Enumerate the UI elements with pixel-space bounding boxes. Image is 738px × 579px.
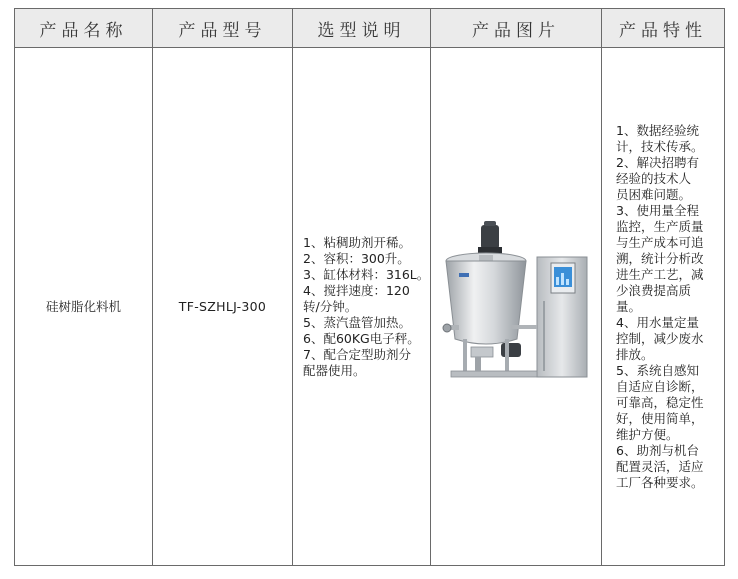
features-line: 监控，生产质量 (616, 218, 704, 234)
notes-line: 6、配60KG电子秤。 (303, 330, 420, 346)
notes-line: 3、缸体材料：316L。 (303, 266, 430, 282)
features-line: 量。 (616, 298, 642, 314)
header-product-model: 产品型号 (153, 9, 293, 48)
header-product-name: 产品名称 (15, 9, 153, 48)
features-line: 维护方便。 (616, 426, 679, 442)
notes-line: 7、配合定型助剂分 (303, 346, 411, 362)
features-line: 进生产工艺，减 (616, 266, 704, 282)
notes-line: 转/分钟。 (303, 298, 358, 314)
notes-line: 4、搅拌速度：120 (303, 282, 410, 298)
header-product-features: 产品特性 (602, 9, 725, 48)
product-name-cell: 硅树脂化料机 (15, 48, 153, 566)
features-line: 3、使用量全程 (616, 202, 699, 218)
features-line: 4、用水量定量 (616, 314, 699, 330)
features-line: 自适应自诊断， (616, 378, 704, 394)
notes-line: 5、蒸汽盘管加热。 (303, 314, 411, 330)
features-line: 1、数据经验统 (616, 122, 699, 138)
mixing-machine-illustration (441, 221, 591, 393)
product-features-cell (602, 48, 725, 566)
notes-line: 1、粘稠助剂开稀。 (303, 234, 411, 250)
features-line: 5、系统自感知 (616, 362, 699, 378)
notes-line: 配器使用。 (303, 362, 366, 378)
features-line: 控制，减少废水 (616, 330, 704, 346)
features-line: 工厂各种要求。 (616, 474, 704, 490)
selection-notes-cell (293, 48, 431, 566)
features-line: 经验的技术人 (616, 170, 692, 186)
product-image (441, 221, 591, 393)
table-row (15, 48, 725, 566)
notes-line: 2、容积：300升。 (303, 250, 410, 266)
features-line: 排放。 (616, 346, 654, 362)
product-model-cell: TF-SZHLJ-300 (153, 48, 293, 566)
header-product-image: 产品图片 (431, 9, 602, 48)
features-line: 好，使用简单， (616, 410, 704, 426)
features-line: 配置灵活，适应 (616, 458, 704, 474)
features-line: 少浪费提高质 (616, 282, 692, 298)
features-line: 溯，统计分析改 (616, 250, 704, 266)
product-image-cell (431, 48, 602, 566)
features-line: 计，技术传承。 (616, 138, 704, 154)
product-spec-table (14, 8, 725, 566)
features-line: 2、解决招聘有 (616, 154, 699, 170)
features-line: 6、助剂与机台 (616, 442, 699, 458)
table-header-row (15, 9, 725, 48)
features-line: 与生产成本可追 (616, 234, 704, 250)
features-line: 可靠高，稳定性 (616, 394, 704, 410)
features-line: 员困难问题。 (616, 186, 692, 202)
header-selection-notes: 选型说明 (293, 9, 431, 48)
